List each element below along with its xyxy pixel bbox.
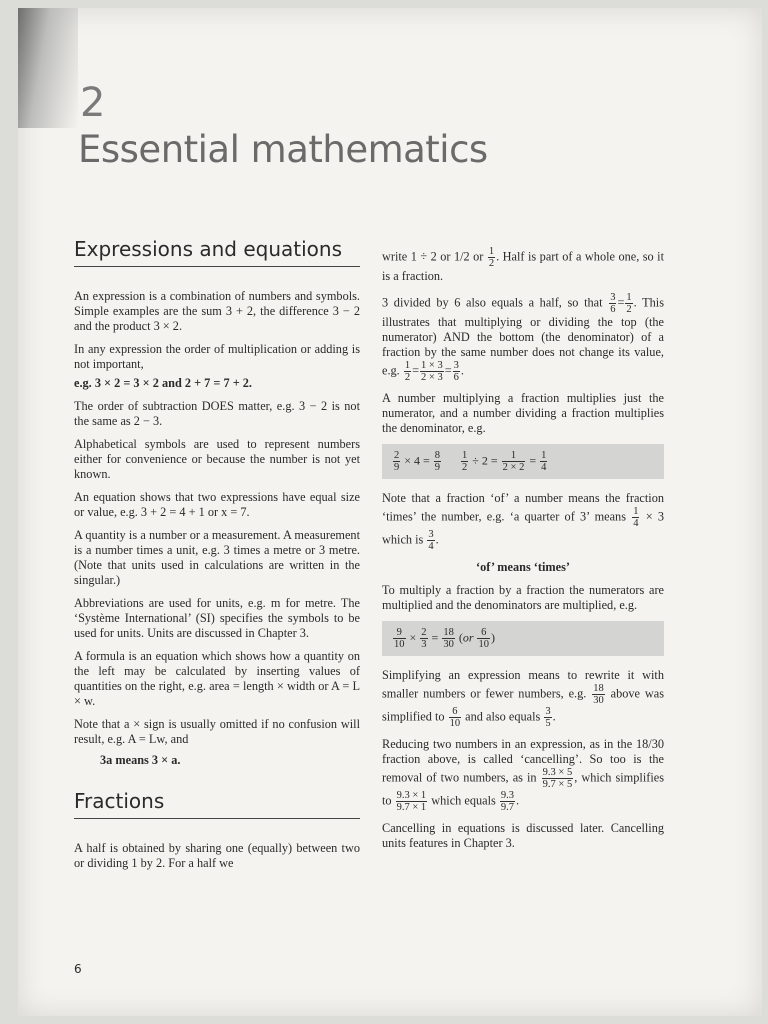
paragraph: Alphabetical symbols are used to represent numbers either for convenience or because the number is not yet known. bbox=[74, 437, 360, 481]
page-curl-shadow bbox=[18, 8, 78, 128]
left-column bbox=[74, 236, 360, 879]
paragraph: 3 divided by 6 also equals a half, so that $\frac{3}{6}$ = $\frac{1}{2}$ . This illustrates that multiplying or dividing the top (the numerator) AND the bottom (the denominator) of a fraction by the same number does not change its value, e.g. $\frac{1}{2}$ = $\frac{1 \times 3}{2 \times 3}$ = $\frac{3}{6}$ . bbox=[382, 292, 664, 383]
example-box: $\frac{2}{9}$ × 4 = $\frac{8}{9}$ $\frac{1}{2}$ ÷ 2 = $\frac{1}{2 \times 2}$ = $\frac{1}{4}$ bbox=[382, 444, 664, 479]
chapter-number: 2 bbox=[80, 80, 106, 126]
paragraph: Reducing two numbers in an expression, as in the 18/30 fraction above, is called ‘cancelling’. So too is the removal of two numbers, as in $\frac{9.3 \times 5}{9.7 \times 5}$ , which simplifies to $\frac{9.3 \times 1}{9.7 \times 1}$ which equals $\frac{9.3}{9.7}$ . bbox=[382, 737, 664, 813]
paragraph: To multiply a fraction by a fraction the numerators are multiplied and the denominators are multiplied, e.g. bbox=[382, 583, 664, 612]
paragraph: e.g. 3 × 2 = 3 × 2 and 2 + 7 = 7 + 2. bbox=[74, 376, 252, 390]
section-heading-expressions: Expressions and equations bbox=[74, 236, 360, 267]
paragraph: Simplifying an expression means to rewrite it with smaller numbers or fewer numbers, e.g. $\frac{18}{30}$ above was simplified to $\frac{6}{10}$ and also equals $\frac{3}{5}$ . bbox=[382, 668, 665, 729]
paragraph: Cancelling in equations is discussed later. Cancelling units features in Chapter 3. bbox=[382, 821, 664, 850]
paragraph: An expression is a combination of numbers and symbols. Simple examples are the sum 3 + 2, the difference 3 − 2 and the product 3 × 2. bbox=[74, 289, 360, 333]
paragraph: A quantity is a number or a measurement. A measurement is a number times a unit, e.g. 3 times a metre or 3 metre. (Note that units used in calculations are written in the singular.) bbox=[74, 528, 360, 587]
paragraph: Note that a fraction ‘of’ a number means the fraction ‘times’ the number, e.g. ‘a quarter of 3’ means $\frac{1}{4}$ × 3 which is $\frac{3}{4}$ . bbox=[382, 491, 664, 552]
paragraph: An equation shows that two expressions have equal size or value, e.g. 3 + 2 = 4 + 1 or x = 7. bbox=[74, 490, 360, 519]
paragraph: write 1 ÷ 2 or 1/2 or $\frac{1}{2}$ . Half is part of a whole one, so it is a fraction. bbox=[382, 246, 664, 283]
section-heading-fractions: Fractions bbox=[74, 788, 360, 819]
fraction-half: $\frac{1}{2}$ bbox=[488, 246, 495, 269]
paragraph: A number multiplying a fraction multiplies just the numerator, and a number dividing a fraction multiplies the denominator, e.g. bbox=[382, 391, 664, 435]
paragraph: In any expression the order of multiplication or adding is not important, bbox=[74, 342, 360, 371]
paragraph: A formula is an equation which shows how a quantity on the left may be calculated by inserting values of quantities on the right, e.g. area = length × width or A = L × w. bbox=[74, 649, 360, 708]
example-box: $\frac{9}{10}$ × $\frac{2}{3}$ = $\frac{18}{30}$ (or $\frac{6}{10}$ ) bbox=[382, 621, 664, 656]
paragraph: The order of subtraction DOES matter, e.g. 3 − 2 is not the same as 2 − 3. bbox=[74, 399, 360, 428]
page-number: 6 bbox=[74, 962, 82, 976]
paragraph: A half is obtained by sharing one (equally) between two or dividing 1 by 2. For a half we bbox=[74, 841, 360, 870]
paragraph: Note that a × sign is usually omitted if no confusion will result, e.g. A = Lw, and bbox=[74, 717, 360, 746]
rule-of-means-times: ‘of’ means ‘times’ bbox=[475, 560, 570, 574]
chapter-title: Essential mathematics bbox=[78, 128, 488, 171]
paragraph: Abbreviations are used for units, e.g. m for metre. The ‘Système International’ (SI) specifies the symbols to be used for units. Units are discussed in Chapter 3. bbox=[74, 596, 360, 640]
paragraph: 3a means 3 × a. bbox=[100, 753, 181, 767]
right-column bbox=[382, 246, 664, 859]
